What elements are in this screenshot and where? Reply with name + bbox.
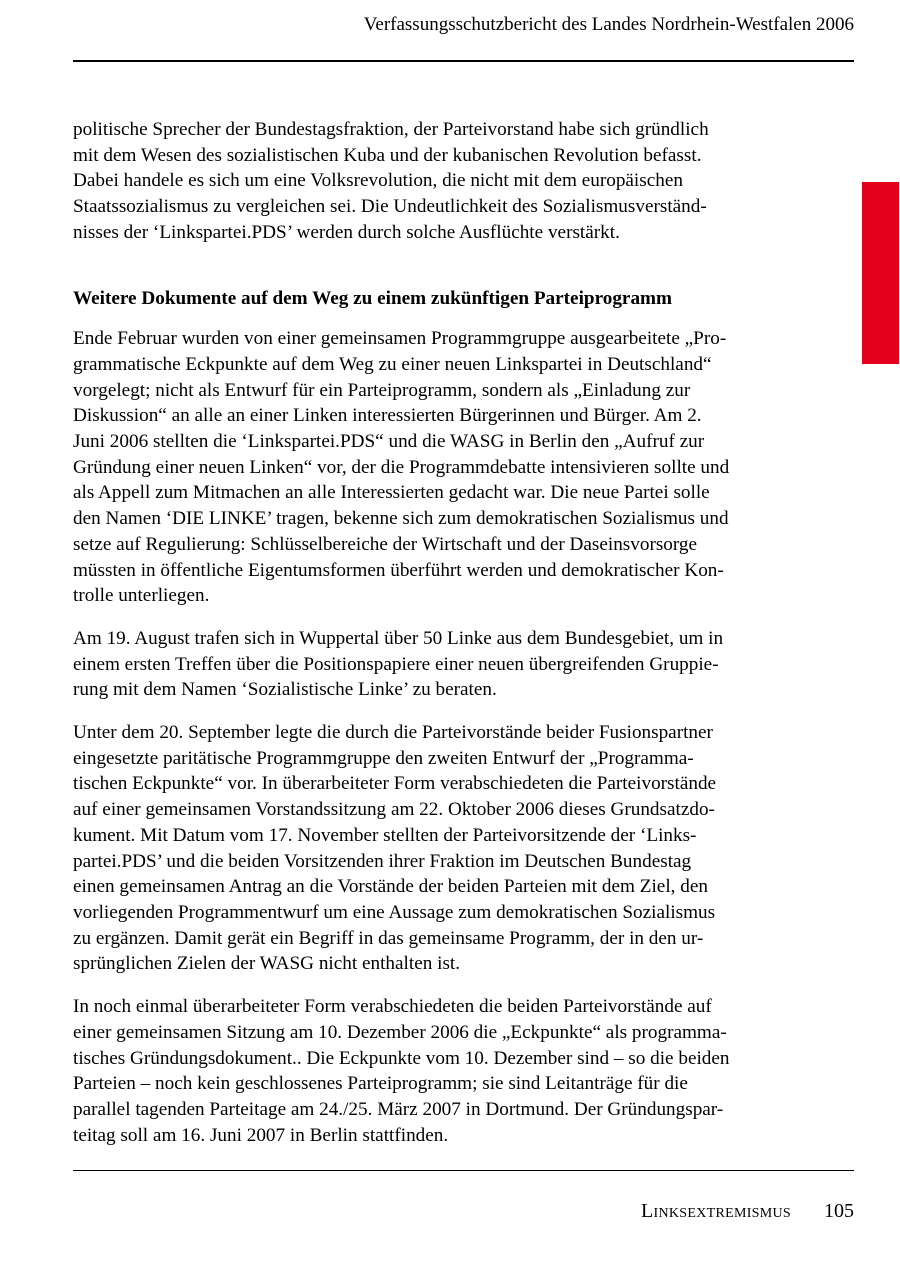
chapter-marker-tab [862,182,899,364]
paragraph-line: setze auf Regulierung: Schlüsselbereiche der Wirtschaft und der Daseinsvorsorge [73,533,698,555]
paragraph-line: Staatssozialismus zu vergleichen sei. Die Undeutlichkeit des Sozialismusverständ- [73,196,707,218]
paragraph-line: nisses der ‘Linkspartei.PDS’ werden durch solche Ausflüchte verstärkt. [73,221,620,243]
paragraph-line: Diskussion“ an alle an einer Linken interessierten Bürgerinnen und Bürger. Am 2. [73,405,702,427]
paragraph-1 [73,117,813,246]
paragraph-line: vorgelegt; nicht als Entwurf für ein Parteiprogramm, sondern als „Einladung zur [73,379,691,401]
paragraph-line: Am 19. August trafen sich in Wuppertal über 50 Linke aus dem Bundesgebiet, um in [73,627,724,649]
page-body [73,117,813,1165]
paragraph-line: eingesetzte paritätische Programmgruppe den zweiten Entwurf der „Programma- [73,747,694,769]
paragraph-line: einen gemeinsamen Antrag an die Vorstände der beiden Parteien mit dem Ziel, den [73,876,708,898]
page-number: 105 [824,1200,854,1222]
paragraph-line: Ende Februar wurden von einer gemeinsamen Programmgruppe ausgearbeitete „Pro- [73,328,727,350]
paragraph-line: als Appell zum Mitmachen an alle Interessierten gedacht war. Die neue Partei solle [73,482,710,504]
paragraph-line: Juni 2006 stellten die ‘Linkspartei.PDS“ und die WASG in Berlin den „Aufruf zur [73,431,705,453]
paragraph-line: auf einer gemeinsamen Vorstandssitzung am 22. Oktober 2006 dieses Grundsatzdo- [73,799,715,821]
paragraph-line: Gründung einer neuen Linken“ vor, der die Programmdebatte intensivieren sollte und [73,456,730,478]
paragraph-line: teitag soll am 16. Juni 2007 in Berlin stattfinden. [73,1124,449,1146]
section-heading: Weitere Dokumente auf dem Weg zu einem zukünftigen Parteiprogramm [73,287,672,309]
paragraph-line: einem ersten Treffen über die Positionspapiere einer neuen übergreifenden Gruppie- [73,653,719,675]
running-header: Verfassungsschutzbericht des Landes Nordrhein-Westfalen 2006 [363,14,854,35]
paragraph-line: Parteien – noch kein geschlossenes Parteiprogramm; sie sind Leitanträge für die [73,1073,688,1095]
paragraph-line: Unter dem 20. September legte die durch die Parteivorstände beider Fusionspartner [73,722,713,744]
paragraph-line: einer gemeinsamen Sitzung am 10. Dezember 2006 die „Eckpunkte“ als programma- [73,1021,727,1043]
header-rule [73,60,854,62]
paragraph-line: politische Sprecher der Bundestagsfraktion, der Parteivorstand habe sich gründlich [73,119,709,140]
paragraph-line: sprünglichen Zielen der WASG nicht enthalten ist. [73,953,461,975]
paragraph-line: parallel tagenden Parteitage am 24./25. März 2007 in Dortmund. Der Gründungspar- [73,1098,724,1120]
paragraph-line: partei.PDS’ und die beiden Vorsitzenden ihrer Fraktion im Deutschen Bundestag [73,850,692,872]
paragraph-line: grammatische Eckpunkte auf dem Weg zu einer neuen Linkspartei in Deutschland“ [73,353,712,375]
paragraph-line: tischen Eckpunkte“ vor. In überarbeiteter Form verabschiedeten die Parteivorstände [73,773,717,795]
footer-rule [73,1170,854,1171]
paragraph-line: den Namen ‘DIE LINKE’ tragen, bekenne sich zum demokratischen Sozialismus und [73,508,729,530]
paragraph-line: Dabei handele es sich um eine Volksrevolution, die nicht mit dem europäischen [73,170,683,192]
paragraph-3 [73,626,813,703]
paragraph-5 [73,994,813,1148]
paragraph-line: mit dem Wesen des sozialistischen Kuba und der kubanischen Revolution befasst. [73,144,702,166]
paragraph-4 [73,720,813,977]
paragraph-line: rung mit dem Namen ‘Sozialistische Linke’ zu beraten. [73,679,497,701]
paragraph-line: tisches Gründungsdokument.. Die Eckpunkte vom 10. Dezember sind – so die beiden [73,1047,730,1069]
paragraph-line: kument. Mit Datum vom 17. November stellten der Parteivorsitzende der ‘Links- [73,824,697,846]
paragraph-line: In noch einmal überarbeiteter Form verabschiedeten die beiden Parteivorstände auf [73,996,712,1018]
paragraph-line: vorliegenden Programmentwurf um eine Aussage zum demokratischen Sozialismus [73,901,716,923]
page-footer [641,1198,854,1224]
paragraph-line: zu ergänzen. Damit gerät ein Begriff in das gemeinsame Programm, der in den ur- [73,927,704,949]
paragraph-2 [73,326,813,609]
footer-section-title: Linksextremismus [640,1200,791,1222]
paragraph-line: müssten in öffentliche Eigentumsformen überführt werden und demokratischer Kon- [73,559,724,581]
paragraph-line: trolle unterliegen. [73,585,210,607]
